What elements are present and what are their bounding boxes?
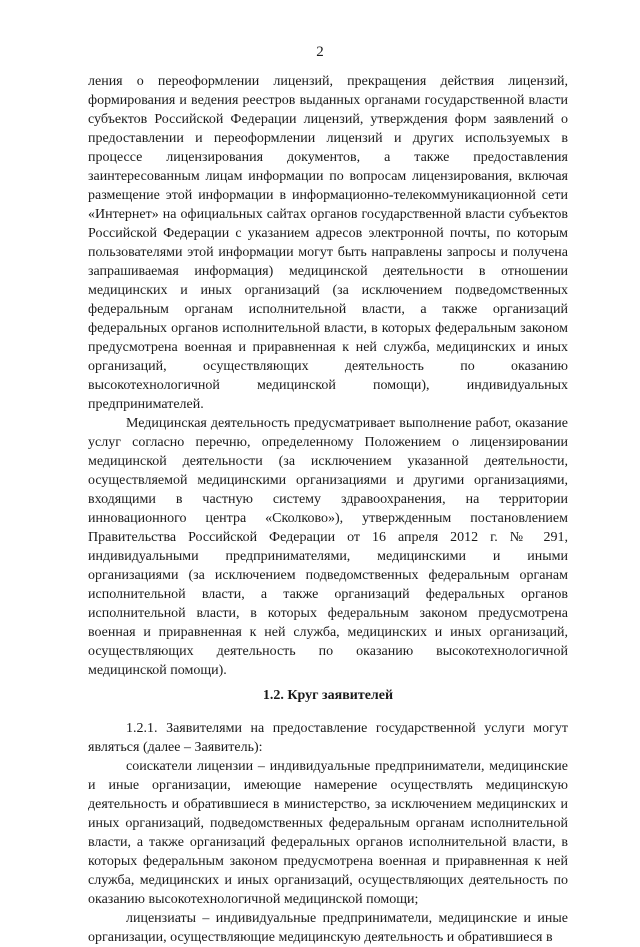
paragraph-continued: ления о переоформлении лицензий, прекращения действия лицензий, формирования и ведения реестров выданных органами государственной власти субъектов Российской Федерации лицензий, утверждения форм заявлений о предоставлении и переоформлении лицензий и других используемых в процессе лицензирования документов, а также предоставления заинтересованным лицам информации по вопросам лицензирования, включая размещение этой информации в информационно-телекоммуникационной сети «Интернет» на официальных сайтах органов государственной власти субъектов Российской Федерации с указанием адресов электронной почты, по которым пользователями этой информации могут быть направлены запросы и получена запрашиваемая информация) медицинской деятельности в отношении медицинских и иных организаций (за исключением подведомственных федеральным органам исполнительной власти, а также организаций федеральных органов исполнительной власти, в которых федеральным законом предусмотрена военная и приравненная к ней служба, медицинских и иных организаций, осуществляющих деятельность по оказанию высокотехнологичной медицинской помощи), индивидуальных предпринимателей. — [88, 74, 568, 412]
paragraph-license-seekers: соискатели лицензии – индивидуальные предприниматели, медицинские и иные организации, имеющие намерение осуществлять медицинскую деятельность и обратившиеся в министерство, за исключением медицинских и иных организаций, подведомственных федеральным органам исполнительной власти, а также организаций федеральных органов исполнительной власти, в которых федеральным законом предусмотрена военная и приравненная к ней служба, медицинских и иных организаций, осуществляющих деятельность по оказанию высокотехнологичной медицинской помощи; — [88, 759, 568, 907]
page-number: 2 — [316, 44, 324, 60]
section-heading: 1.2. Круг заявителей — [262, 688, 394, 703]
paragraph-licensees: лицензиаты – индивидуальные предприниматели, медицинские и иные организации, осуществляющие медицинскую деятельность и обратившиеся в — [88, 911, 568, 945]
paragraph-applicants: 1.2.1. Заявителями на предоставление государственной услуги могут являться (далее – Заявитель): — [88, 721, 568, 755]
document-body — [88, 72, 568, 947]
paragraph-medical-activity: Медицинская деятельность предусматривает выполнение работ, оказание услуг согласно перечню, определенному Положением о лицензировании медицинской деятельности (за исключением указанной деятельности, осуществляемой медицинскими организациями и другими организациями, входящими в частную систему здравоохранения, на территории инновационного центра «Сколково»), утвержденным постановлением Правительства Российской Федерации от 16 апреля 2012 г. № 291, индивидуальными предпринимателями, медицинскими и иными организациями (за исключением подведомственных федеральным органам исполнительной власти, а также организаций федеральных органов исполнительной власти, в которых федеральным законом предусмотрена военная и приравненная к ней служба, медицинских и иных организаций, осуществляющих деятельность по оказанию высокотехнологичной медицинской помощи). — [88, 416, 568, 678]
